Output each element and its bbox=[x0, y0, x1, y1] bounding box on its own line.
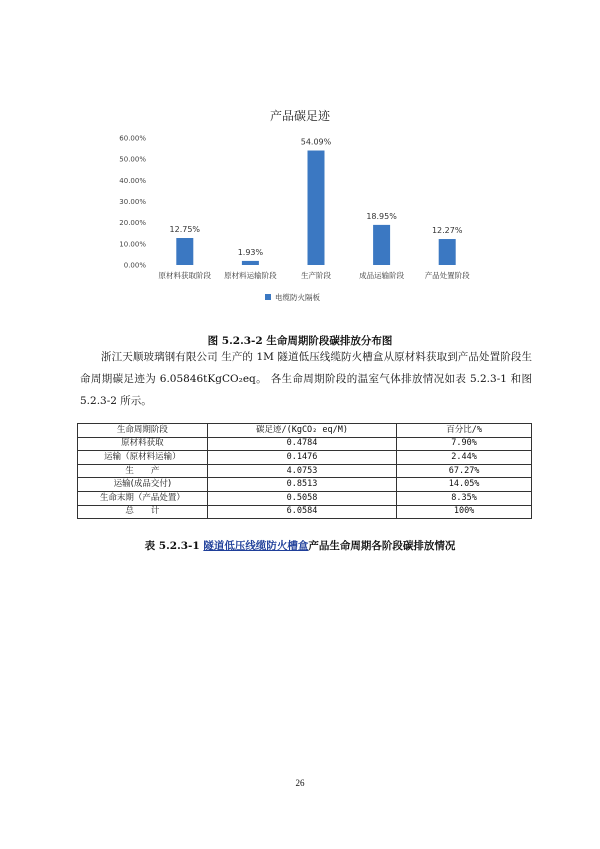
chart-legend bbox=[265, 292, 320, 302]
bar-data-label: 18.95% bbox=[366, 211, 397, 221]
chart-title: 产品碳足迹 bbox=[269, 109, 331, 123]
cell-percentage: 14.05% bbox=[397, 478, 532, 492]
bar bbox=[176, 238, 193, 265]
x-tick-label: 生产阶段 bbox=[301, 271, 331, 280]
cell-stage: 总 计 bbox=[78, 505, 208, 519]
table-caption-suffix: 产品生命周期各阶段碳排放情况 bbox=[308, 540, 456, 552]
table-caption-prefix: 表 5.2.3-1 bbox=[144, 540, 204, 552]
cell-percentage: 100% bbox=[397, 505, 532, 519]
cell-stage: 运输（原材料运输） bbox=[78, 451, 208, 465]
y-tick-label: 0.00% bbox=[123, 261, 146, 270]
table-row bbox=[78, 451, 532, 465]
x-tick-label: 原材料运输阶段 bbox=[224, 271, 277, 280]
header-stage: 生命周期阶段 bbox=[78, 424, 208, 438]
cell-stage: 生命末期（产品处置） bbox=[78, 491, 208, 505]
y-tick-label: 20.00% bbox=[119, 219, 146, 228]
table-header-row bbox=[78, 424, 532, 438]
bar bbox=[439, 239, 456, 265]
table-row bbox=[78, 491, 532, 505]
legend-swatch bbox=[265, 294, 271, 300]
bar bbox=[373, 225, 390, 265]
bar-data-label: 12.75% bbox=[169, 225, 201, 235]
bars bbox=[170, 138, 463, 265]
x-tick-label: 成品运输阶段 bbox=[359, 271, 405, 280]
cell-footprint: 0.8513 bbox=[207, 478, 396, 492]
lifecycle-emissions-table bbox=[77, 423, 532, 519]
table-row bbox=[78, 437, 532, 451]
legend-label: 电缆防火隔板 bbox=[275, 293, 320, 302]
bar-data-label: 12.27% bbox=[431, 226, 463, 236]
bar-data-label: 1.93% bbox=[237, 247, 264, 257]
table-row bbox=[78, 464, 532, 478]
y-tick-label: 60.00% bbox=[119, 134, 146, 143]
bar-data-label: 54.09% bbox=[300, 137, 332, 147]
cell-footprint: 0.5058 bbox=[207, 491, 396, 505]
x-tick-label: 原材料获取阶段 bbox=[158, 271, 212, 280]
page-number: 26 bbox=[295, 778, 305, 788]
figure-caption: 图 5.2.3-2 生命周期阶段碳排放分布图 bbox=[207, 335, 393, 347]
cell-percentage: 67.27% bbox=[397, 464, 532, 478]
header-footprint: 碳足迹/(KgCO₂ eq/M) bbox=[207, 424, 396, 438]
cell-percentage: 2.44% bbox=[397, 451, 532, 465]
cell-footprint: 0.1476 bbox=[207, 451, 396, 465]
y-axis-ticks bbox=[119, 135, 146, 270]
x-tick-label: 产品处置阶段 bbox=[424, 271, 470, 280]
table-row bbox=[78, 478, 532, 492]
cell-percentage: 8.35% bbox=[397, 491, 532, 505]
y-tick-label: 40.00% bbox=[119, 176, 146, 185]
cell-stage: 原材料获取 bbox=[78, 437, 208, 451]
table-caption bbox=[0, 538, 600, 553]
x-axis-labels bbox=[159, 270, 471, 280]
header-percentage: 百分比/% bbox=[397, 424, 532, 438]
bar bbox=[308, 151, 325, 265]
cell-footprint: 6.0584 bbox=[207, 505, 396, 519]
cell-stage: 运输(成品交付) bbox=[78, 478, 208, 492]
carbon-footprint-bar-chart bbox=[110, 98, 488, 313]
table-row-total bbox=[78, 505, 532, 519]
cell-footprint: 4.0753 bbox=[207, 464, 396, 478]
cell-percentage: 7.90% bbox=[397, 437, 532, 451]
bar bbox=[242, 261, 259, 265]
body-paragraph: 浙江天顺玻璃钢有限公司 生产的 1M 隧道低压线缆防火槽盒从原材料获取到产品处置阶段生命周期碳足迹为 6.05846tKgCO₂eq。 各生命周期阶段的温室气体排放情况如表 5.2.3-1 和图 5.2.3-2 所示。 bbox=[80, 351, 532, 407]
y-tick-label: 10.00% bbox=[119, 240, 146, 249]
y-tick-label: 50.00% bbox=[119, 155, 146, 164]
y-tick-label: 30.00% bbox=[119, 198, 146, 206]
cell-stage: 生 产 bbox=[78, 464, 208, 478]
table-caption-product: 隧道低压线缆防火槽盒 bbox=[203, 540, 309, 552]
cell-footprint: 0.4784 bbox=[207, 437, 396, 451]
